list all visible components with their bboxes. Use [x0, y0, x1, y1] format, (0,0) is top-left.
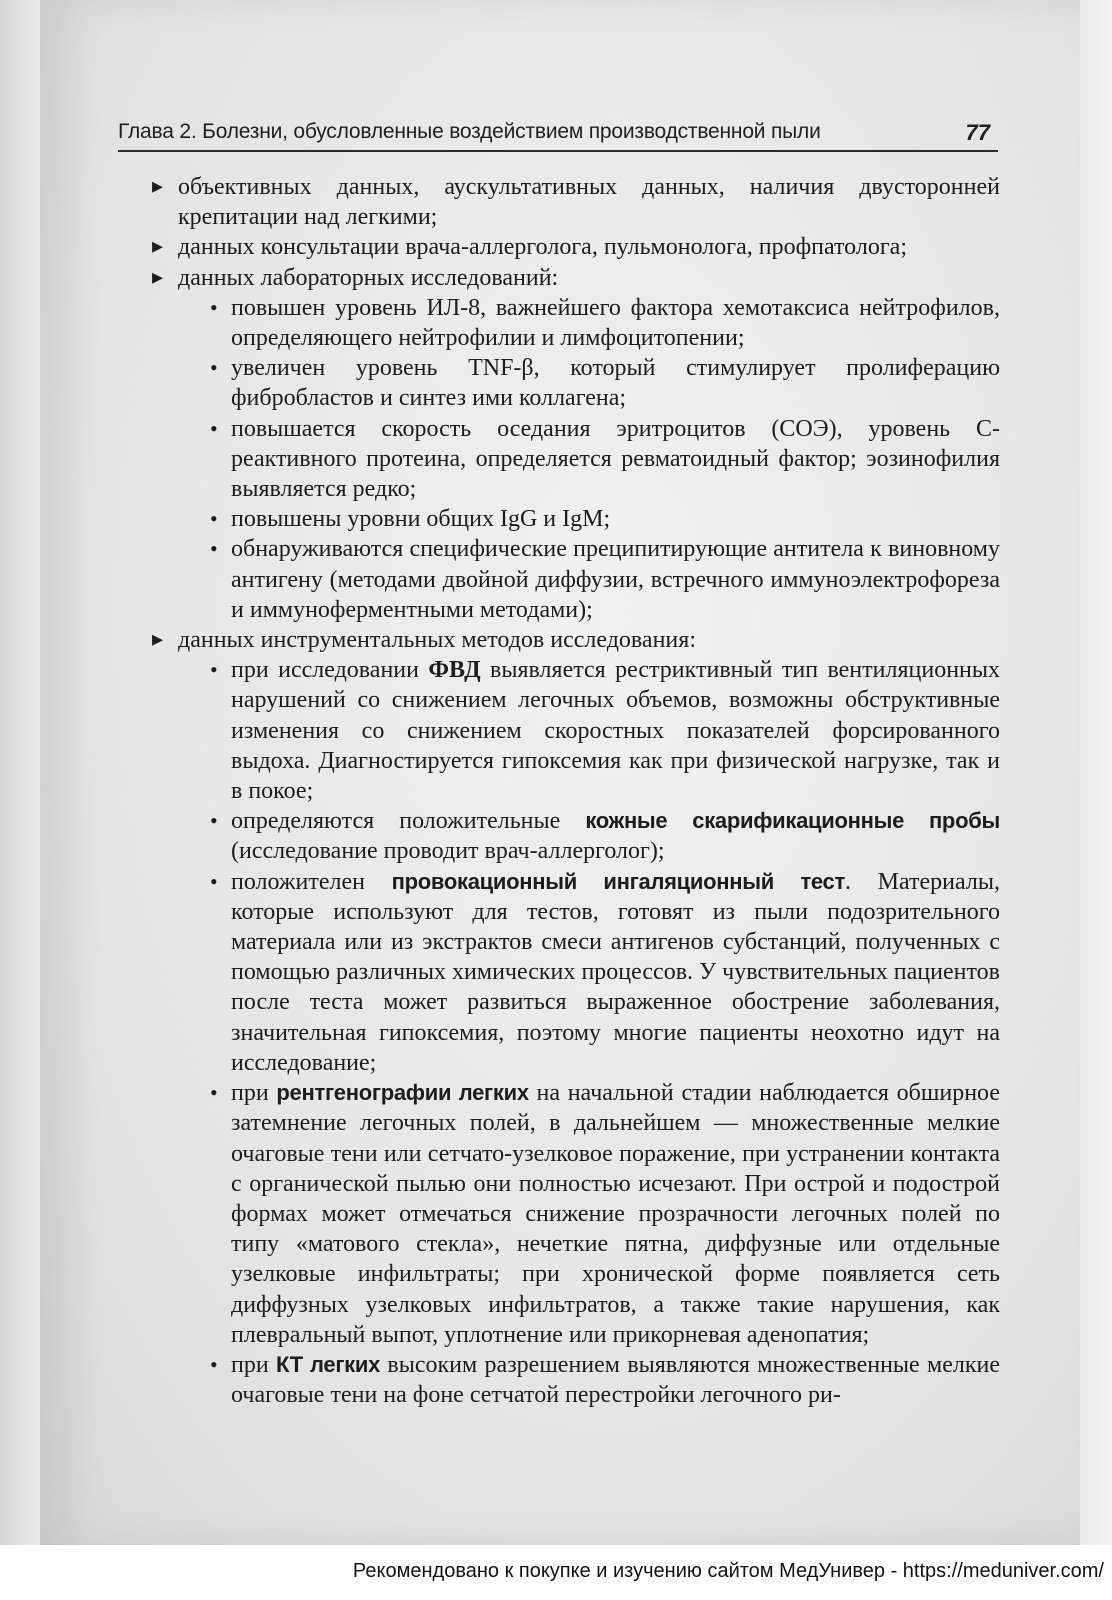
body-text — [150, 172, 1000, 1410]
term-bold: ФВД — [428, 657, 481, 684]
sub-item-post: на начальной стадии наблюдается обширное затемнение легочных полей, в дальнейшем — множественные мелкие очаговые тени или сетчато-узелковое поражение, при устранении контакта с органической пылью они полностью исчезают. При острой и подострой формах может отмечаться снижение прозрачности легочных полей по типу «матового стекла», нечеткие пятна, диффузные или отдельные узелковые инфильтраты; при хронической форме появляется сеть диффузных узелковых инфильтратов, а также такие нарушения, как плевральный выпот, уплотнение или прикорневая аденопатия; — [231, 1080, 1000, 1348]
item-text: данных консультации врача-аллерголога, пульмонолога, профпатолога; — [178, 234, 907, 261]
term-bold: кожные скарификационные пробы — [585, 808, 1000, 834]
sub-item-pre: положителен — [231, 868, 392, 895]
sub-item — [206, 806, 1000, 866]
lab-findings-list — [178, 293, 1000, 625]
sub-item-text: повышен уровень ИЛ-8, важнейшего фактора хемотаксиса нейтрофилов, определяющего нейтрофилии и лимфоцитопении; — [231, 294, 1000, 352]
item-text: данных лабораторных исследований: — [178, 264, 559, 291]
term-bold: КТ легких — [276, 1351, 381, 1377]
list-item-instrumental — [150, 625, 1000, 1410]
list-item — [150, 172, 1000, 232]
sub-item — [206, 1078, 1000, 1350]
term-bold: рентгенографии легких — [276, 1080, 529, 1106]
sub-item-pre: при — [231, 1080, 277, 1107]
sub-item — [206, 655, 1000, 806]
page-number: 77 — [965, 120, 990, 145]
sub-item-pre: при — [231, 1351, 277, 1378]
sub-item-post: высоким разрешением выявляются множественные мелкие очаговые тени на фоне сетчатой перестройки легочного ри- — [231, 1351, 1001, 1409]
sub-item — [206, 1350, 1000, 1410]
item-text: данных инструментальных методов исследования: — [178, 627, 696, 654]
item-text: объективных данных, аускультативных данных, наличия двусторонней крепитации над легкими; — [178, 174, 1000, 231]
sub-item-text: обнаруживаются специфические преципитирующие антитела к виновному антигену (методами двойной диффузии, встречного иммуноэлектрофореза и иммуноферментными методами); — [231, 536, 1000, 623]
sub-item-pre: определяются положительные — [231, 808, 586, 835]
sub-item-post: (исследование проводит врач-аллерголог); — [231, 838, 665, 865]
sub-item-post: выявляется рестриктивный тип вентиляционных нарушений со снижением легочных объемов, возможны обструктивные изменения со снижением скоростных показателей форсированного выдоха. Диагностируется гипоксемия как при физической нагрузке, так и в покое; — [231, 657, 1001, 805]
sub-item — [206, 414, 1000, 505]
chapter-title: Глава 2. Болезни, обусловленные воздействием производственной пыли — [118, 120, 821, 143]
sub-item-pre: при исследовании — [231, 657, 429, 684]
sub-item — [206, 293, 1000, 353]
sub-item-text: повышается скорость оседания эритроцитов (СОЭ), уровень С-реактивного протеина, определяется ревматоидный фактор; эозинофилия выявляется редко; — [231, 415, 1000, 503]
term-bold: провокационный ингаляционный тест — [391, 868, 845, 894]
list-item — [150, 232, 1000, 262]
running-head — [118, 118, 998, 152]
criteria-list — [150, 172, 1000, 1410]
footer-watermark: Рекомендовано к покупке и изучению сайтом МедУнивер - https://meduniver.com/ — [352, 1560, 1104, 1582]
sub-item — [206, 867, 1000, 1078]
sub-item-text: повышены уровни общих IgG и IgM; — [231, 506, 611, 533]
sub-item — [206, 534, 1000, 625]
sub-item — [206, 353, 1000, 413]
list-item-lab — [150, 263, 1000, 625]
instrumental-findings-list — [178, 655, 1000, 1410]
sub-item — [206, 504, 1000, 534]
sub-item-text: увеличен уровень TNF-β, который стимулирует пролиферацию фибробластов и синтез ими коллагена; — [231, 355, 1000, 412]
sub-item-post: . Материалы, которые используют для тестов, готовят из пыли подозрительного материала или из экстрактов смеси антигенов субстанций, полученных с помощью различных химических процессов. У чувствительных пациентов после теста может развиться выраженное обострение заболевания, значительная гипоксемия, поэтому многие пациенты неохотно идут на исследование; — [231, 868, 1000, 1076]
